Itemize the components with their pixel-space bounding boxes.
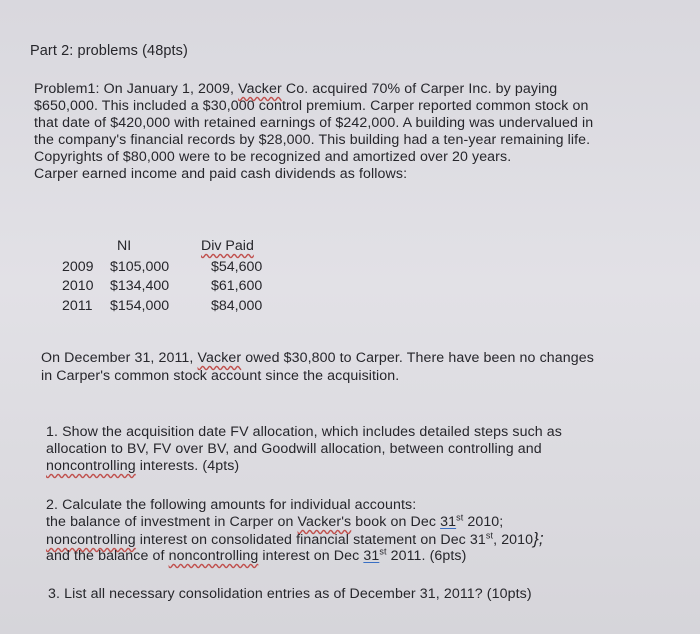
problem-line-1 [34, 80, 557, 98]
text: owed $30,800 to Carper. There have been no changes [241, 350, 594, 366]
question-2-line-2 [46, 513, 503, 531]
column-header-ni: NI [117, 238, 132, 254]
text: }; [533, 529, 544, 548]
problem-line-3: that date of $420,000 with retained earnings of $242,000. A building was undervalued in [34, 115, 594, 131]
note-line-1 [41, 349, 594, 367]
company-name: Vacker [197, 350, 242, 366]
row-year: 2011 [62, 298, 93, 314]
company-name: Vacker's [297, 514, 352, 530]
row-ni: $134,400 [110, 278, 170, 294]
text: 2010; [463, 514, 504, 530]
question-1-line-1: 1. Show the acquisition date FV allocation, which includes detailed steps such as [46, 424, 562, 440]
question-1-line-2: allocation to BV, FV over BV, and Goodwill allocation, between controlling and [46, 441, 542, 457]
text: interest on Dec [258, 548, 364, 564]
text: Problem1: On January 1, 2009, [34, 81, 239, 97]
text: and the balance of [46, 548, 169, 564]
company-name: Vacker [238, 81, 282, 97]
problem-line-4: the company's financial records by $28,000. This building had a ten-year remaining life. [34, 132, 591, 148]
text: noncontrolling [46, 458, 136, 474]
row-div: $61,600 [211, 278, 263, 294]
row-ni: $154,000 [110, 298, 170, 314]
text: , 2010 [493, 532, 534, 548]
row-ni: $105,000 [110, 259, 170, 275]
row-year: 2009 [62, 259, 94, 275]
text: st [456, 512, 464, 523]
problem-line-5: Copyrights of $80,000 were to be recognized and amortized over 20 years. [34, 149, 512, 165]
text: On December 31, 2011, [41, 350, 198, 366]
question-2-line-4 [46, 547, 466, 565]
text: st [379, 546, 387, 557]
problem-line-6: Carper earned income and paid cash dividends as follows: [34, 166, 408, 182]
problem-line-2: $650,000. This included a $30,000 control premium. Carper reported common stock on [34, 98, 589, 114]
text: noncontrolling [46, 532, 136, 548]
row-year: 2010 [62, 278, 94, 294]
question-1-line-3 [46, 457, 239, 475]
text: interest on consolidated financial statement on Dec 31 [135, 532, 486, 548]
text: 31 [440, 514, 457, 530]
column-header-div-paid: Div Paid [201, 238, 254, 254]
question-3: 3. List all necessary consolidation entries as of December 31, 2011? (10pts) [48, 586, 532, 602]
note-line-2: in Carper's common stock account since the acquisition. [41, 368, 400, 384]
text: the balance of investment in Carper on [46, 514, 298, 530]
text: Co. acquired 70% of Carper Inc. by paying [281, 81, 558, 97]
text: 31 [363, 548, 380, 564]
row-div: $84,000 [211, 298, 263, 314]
text: 2011. (6pts) [386, 548, 467, 564]
text: st [485, 530, 494, 541]
page-title: Part 2: problems (48pts) [30, 43, 188, 59]
question-2-line-1: 2. Calculate the following amounts for individual accounts: [46, 497, 417, 513]
text: book on Dec [351, 514, 441, 530]
row-div: $54,600 [211, 259, 263, 275]
text: interests. (4pts) [135, 458, 240, 474]
text: noncontrolling [168, 548, 259, 564]
